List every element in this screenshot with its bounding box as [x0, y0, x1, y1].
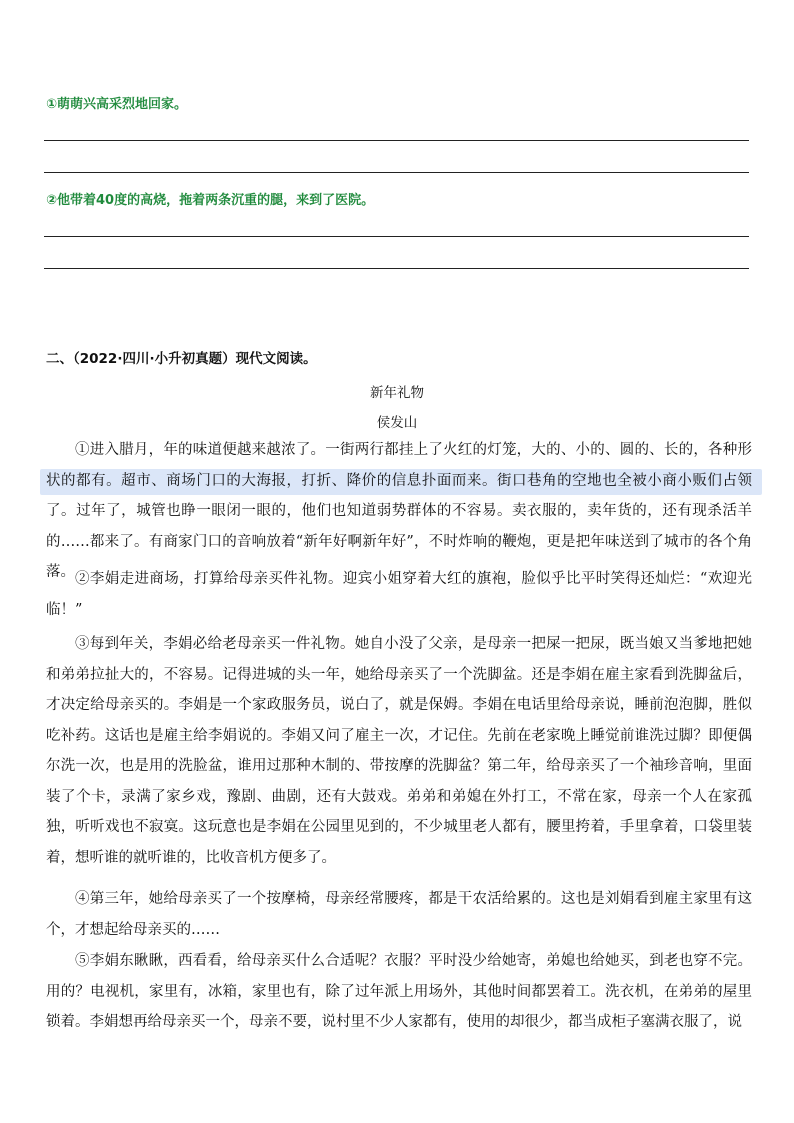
section-heading: 二、（2022·四川·小升初真题）现代文阅读。: [46, 351, 317, 367]
answer-line[interactable]: [44, 236, 749, 237]
paragraph-3: ③每到年关，李娟必给老母亲买一件礼物。她自小没了父亲，是母亲一把屎一把尿，既当娘又当爹地把她和弟弟拉扯大的，不容易。记得进城的头一年，她给母亲买了一个洗脚盆。还是李娟在雇主家看到洗脚盆后，才决定给母亲买的。李娟是一个家政服务员，说白了，就是保姆。李娟在电话里给母亲说，睡前泡泡脚，胜似吃补药。这话也是雇主给李娟说的。李娟又问了雇主一次，才记住。先前在老家晚上睡觉前谁洗过脚？即便偶尔洗一次，也是用的洗脸盆，谁用过那种木制的、带按摩的洗脚盆？第二年，给母亲买了一个袖珍音响，里面装了个卡，录满了家乡戏，豫剧、曲剧，还有大鼓戏。弟弟和弟媳在外打工，不常在家，母亲一个人在家孤独，听听戏也不寂寞。这玩意也是李娟在公园里见到的，不少城里老人都有，腰里挎着，手里拿着，口袋里装着，想听谁的就听谁的，比收音机方便多了。: [46, 636, 752, 866]
paragraph-5: ⑤李娟东瞅瞅，西看看，给母亲买什么合适呢？衣服？平时没少给她寄，弟媳也给她买，到老也穿不完。用的？电视机，家里有，冰箱，家里也有，除了过年派上用场外，其他时间都罢着工。洗衣机，在弟弟的屋里锁着。李娟想再给母亲买一个，母亲不要，说村里不少人家都有，使用的却很少，都当成柜子塞满衣服了，说: [46, 953, 752, 1030]
paragraph-1: ①进入腊月，年的味道便越来越浓了。一街两行都挂上了火红的灯笼，大的、小的、圆的、长的，各种形状的都有。超市、商场门口的大海报，打折、降价的信息扑面而来。街口巷角的空地也全被小商小贩们占领了。过年了，城管也睁一眼闭一眼的，他们也知道弱势群体的不容易。卖衣服的，卖年货的，还有现杀活羊的……都来了。有商家门口的音响放着“新年好啊新年好”，不时炸响的鞭炮，更是把年味送到了城市的各个角落。: [46, 442, 752, 580]
exercise-item-1: ①萌萌兴高采烈地回家。: [46, 97, 188, 112]
paragraph-2: ②李娟走进商场，打算给母亲买件礼物。迎宾小姐穿着大红的旗袍，脸似乎比平时笑得还灿烂：“欢迎光临！”: [46, 571, 752, 618]
answer-line[interactable]: [44, 140, 749, 141]
article-author: 侯发山: [376, 415, 418, 431]
article-title: 新年礼物: [370, 385, 424, 401]
answer-line[interactable]: [44, 172, 749, 173]
exercise-item-2: ②他带着40度的高烧，拖着两条沉重的腿，来到了医院。: [46, 193, 375, 208]
answer-line[interactable]: [44, 268, 749, 269]
paragraph-4: ④第三年，她给母亲买了一个按摩椅，母亲经常腰疼，都是干农活给累的。这也是刘娟看到雇主家里有这个，才想起给母亲买的……: [46, 891, 752, 938]
